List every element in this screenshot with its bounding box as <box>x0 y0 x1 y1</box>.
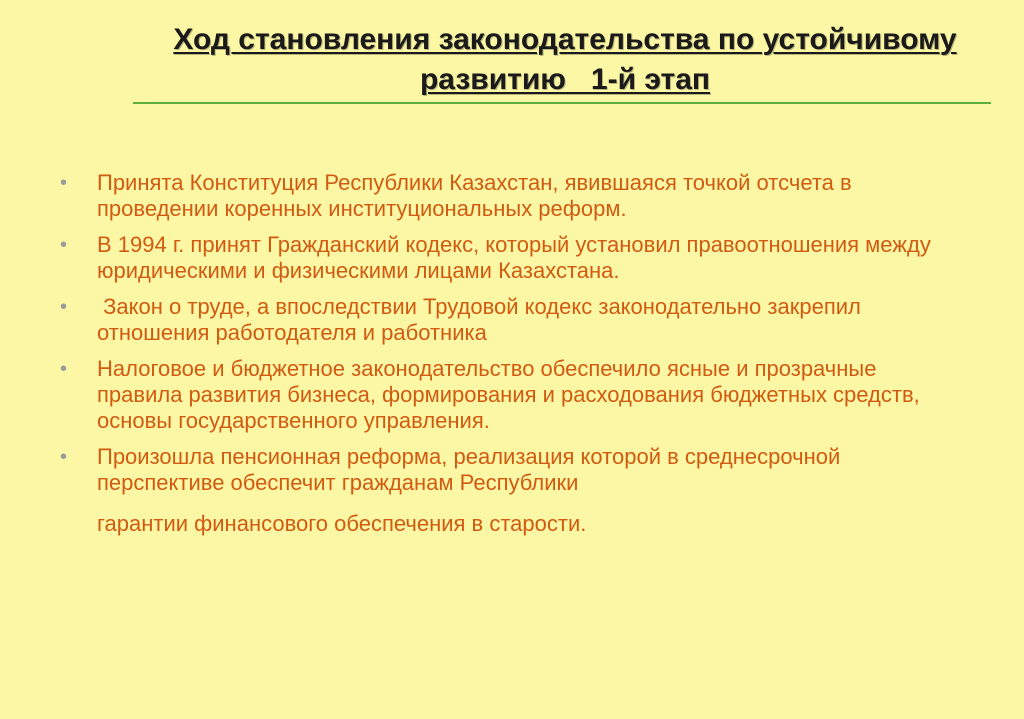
bullet-dot-icon: • <box>60 358 68 380</box>
bullet-item <box>60 356 960 434</box>
bullet-dot-icon: • <box>60 446 68 468</box>
bullet-text-continuation: гарантии финансового обеспечения в старости. <box>97 511 587 536</box>
title-line-2-wrap <box>130 60 1000 100</box>
slide-title <box>130 20 1000 100</box>
bullet-dot-icon: • <box>60 296 68 318</box>
bullet-text: Закон о труде, а впоследствии Трудовой кодекс законодательно закрепил отношения работодателя и работника <box>97 294 867 345</box>
bullet-dot-icon: • <box>60 172 68 194</box>
bullet-item <box>60 444 960 537</box>
title-divider <box>133 102 991 104</box>
bullet-item <box>60 170 960 222</box>
bullet-dot-icon: • <box>60 234 68 256</box>
title-line-1: Ход становления законодательства по устойчивому <box>173 23 957 56</box>
bullet-text: Произошла пенсионная реформа, реализация которой в среднесрочной перспективе обеспечит гражданам Республики <box>97 444 841 495</box>
bullet-item <box>60 294 960 346</box>
title-line-2: развитию 1-й этап <box>419 63 711 96</box>
bullet-text: Налоговое и бюджетное законодательство обеспечило ясные и прозрачные правила развития бизнеса, формирования и расходования бюджетных средств, основы государственного управления. <box>97 356 920 433</box>
bullet-text: Принята Конституция Республики Казахстан, явившаяся точкой отсчета в проведении коренных институциональных реформ. <box>97 170 852 221</box>
bullet-text: В 1994 г. принят Гражданский кодекс, который установил правоотношения между юридическими и физическими лицами Казахстана. <box>97 232 931 283</box>
bullet-list <box>60 170 960 547</box>
bullet-item <box>60 232 960 284</box>
